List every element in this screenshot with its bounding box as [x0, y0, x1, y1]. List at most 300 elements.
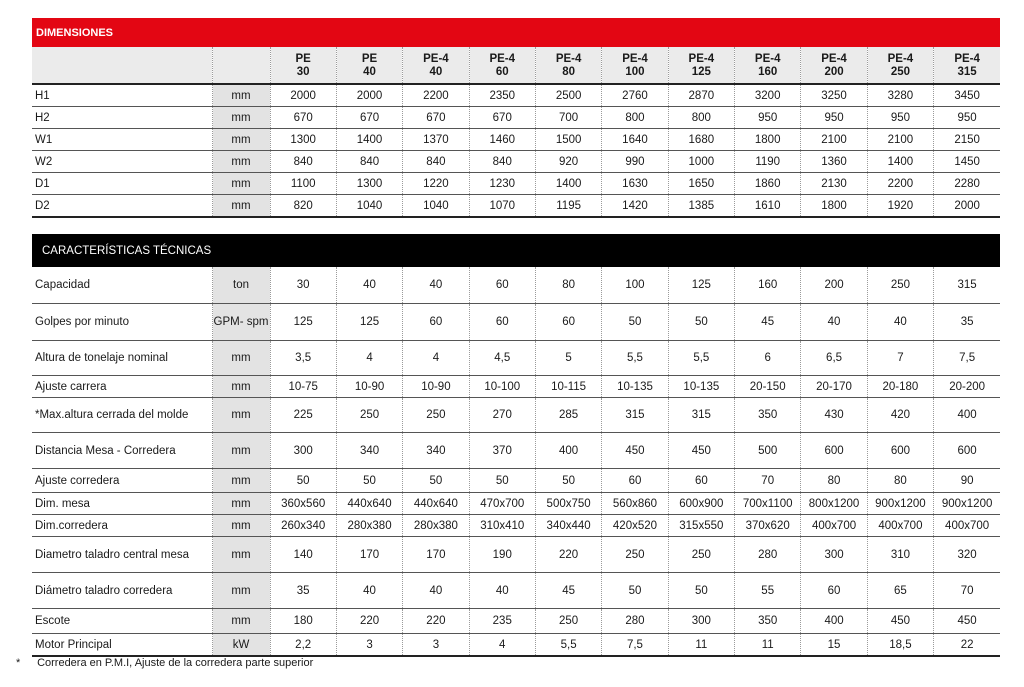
spec-value-cell: 80: [535, 267, 601, 304]
spec-value-cell: 300: [668, 609, 734, 634]
model-header-cell: [668, 47, 734, 84]
dimension-value-cell: 1195: [535, 195, 601, 218]
spec-value-cell: 300: [270, 433, 336, 469]
spec-value-cell: 45: [735, 304, 801, 341]
dimension-value-cell: 2200: [867, 173, 933, 195]
spec-value-cell: 320: [934, 537, 1001, 573]
spec-value-cell: 3: [336, 634, 402, 657]
spec-row-unit: mm: [212, 573, 270, 609]
spec-value-cell: 400x700: [867, 515, 933, 537]
spec-row-label: *Max.altura cerrada del molde: [32, 398, 212, 433]
spec-value-cell: 260x340: [270, 515, 336, 537]
spec-value-cell: 3,5: [270, 341, 336, 376]
spec-value-cell: 20-200: [934, 376, 1001, 398]
spec-value-cell: 450: [602, 433, 668, 469]
model-header-unit-cell: [212, 47, 270, 84]
spec-value-cell: 50: [668, 304, 734, 341]
dimension-value-cell: 1400: [535, 173, 601, 195]
model-capacity: 40: [363, 65, 376, 78]
spec-value-cell: 65: [867, 573, 933, 609]
spec-value-cell: 170: [403, 537, 469, 573]
dimensions-table: [32, 18, 1000, 218]
dimension-row: [32, 107, 1000, 129]
spec-value-cell: 4,5: [469, 341, 535, 376]
spec-row-unit: mm: [212, 433, 270, 469]
spec-value-cell: 220: [336, 609, 402, 634]
spec-row-label: Altura de tonelaje nominal: [32, 341, 212, 376]
spec-value-cell: 400: [934, 398, 1001, 433]
spec-value-cell: 5,5: [602, 341, 668, 376]
spec-value-cell: 40: [801, 304, 867, 341]
spec-value-cell: 60: [535, 304, 601, 341]
spec-value-cell: 40: [403, 573, 469, 609]
dimension-value-cell: 2150: [934, 129, 1001, 151]
spec-value-cell: 10-90: [403, 376, 469, 398]
dimension-row-label: W2: [32, 151, 212, 173]
dimension-row: [32, 173, 1000, 195]
footnote-text: Corredera en P.M.I, Ajuste de la corredera parte superior: [37, 657, 314, 669]
spec-row-unit: mm: [212, 398, 270, 433]
spec-value-cell: 250: [336, 398, 402, 433]
dimension-value-cell: 990: [602, 151, 668, 173]
spec-value-cell: 55: [735, 573, 801, 609]
spec-value-cell: 900x1200: [934, 493, 1001, 515]
spec-row-unit: mm: [212, 341, 270, 376]
dimension-row: [32, 84, 1000, 107]
spec-value-cell: 2,2: [270, 634, 336, 657]
spec-value-cell: 6,5: [801, 341, 867, 376]
spec-value-cell: 280x380: [336, 515, 402, 537]
dimension-value-cell: 840: [469, 151, 535, 173]
dimension-value-cell: 1610: [735, 195, 801, 218]
dimension-value-cell: 800: [602, 107, 668, 129]
dimension-value-cell: 1100: [270, 173, 336, 195]
dimension-value-cell: 840: [336, 151, 402, 173]
model-series: PE-4: [489, 52, 516, 65]
spec-value-cell: 60: [801, 573, 867, 609]
spec-value-cell: 35: [270, 573, 336, 609]
model-header-cell: [270, 47, 336, 84]
dimension-row-label: H2: [32, 107, 212, 129]
spec-value-cell: 6: [735, 341, 801, 376]
dimension-value-cell: 950: [801, 107, 867, 129]
spec-value-cell: 270: [469, 398, 535, 433]
spec-value-cell: 340: [403, 433, 469, 469]
spec-value-cell: 40: [336, 573, 402, 609]
spec-value-cell: 50: [469, 469, 535, 493]
dimension-row-unit: mm: [212, 151, 270, 173]
spec-row: [32, 341, 1000, 376]
dimension-value-cell: 1800: [735, 129, 801, 151]
dimension-value-cell: 1220: [403, 173, 469, 195]
dimension-row-unit: mm: [212, 107, 270, 129]
dimension-value-cell: 1400: [336, 129, 402, 151]
spec-value-cell: 430: [801, 398, 867, 433]
spec-row-label: Motor Principal: [32, 634, 212, 657]
dimension-value-cell: 2130: [801, 173, 867, 195]
model-capacity: 160: [758, 65, 778, 78]
dimension-value-cell: 1040: [403, 195, 469, 218]
spec-row-label: Golpes por minuto: [32, 304, 212, 341]
model-header-cell: [602, 47, 668, 84]
model-capacity: 125: [691, 65, 711, 78]
model-header-cell: [403, 47, 469, 84]
spec-value-cell: 600x900: [668, 493, 734, 515]
spec-row: [32, 634, 1000, 657]
model-series: PE-4: [821, 52, 847, 65]
spec-value-cell: 60: [469, 304, 535, 341]
dimension-value-cell: 1230: [469, 173, 535, 195]
model-capacity: 30: [296, 65, 310, 78]
spec-value-cell: 60: [469, 267, 535, 304]
spec-value-cell: 250: [403, 398, 469, 433]
dimension-value-cell: 2000: [270, 84, 336, 107]
spec-value-cell: 235: [469, 609, 535, 634]
spec-value-cell: 70: [934, 573, 1001, 609]
dimension-row: [32, 195, 1000, 218]
spec-value-cell: 370: [469, 433, 535, 469]
spec-row-label: Dim.corredera: [32, 515, 212, 537]
spec-row-label: Dim. mesa: [32, 493, 212, 515]
spec-value-cell: 340: [336, 433, 402, 469]
model-capacity: 250: [890, 65, 910, 78]
spec-value-cell: 7,5: [602, 634, 668, 657]
dimension-value-cell: 1860: [735, 173, 801, 195]
spec-value-cell: 800x1200: [801, 493, 867, 515]
model-header-cell: [469, 47, 535, 84]
spec-value-cell: 60: [602, 469, 668, 493]
dimension-value-cell: 1420: [602, 195, 668, 218]
dimension-value-cell: 3280: [867, 84, 933, 107]
spec-value-cell: 280: [735, 537, 801, 573]
spec-value-cell: 20-180: [867, 376, 933, 398]
model-series: PE-4: [555, 52, 582, 65]
footnote-marker: *: [16, 657, 21, 669]
dimension-value-cell: 1920: [867, 195, 933, 218]
spec-value-cell: 280x380: [403, 515, 469, 537]
spec-row: [32, 267, 1000, 304]
spec-value-cell: 450: [668, 433, 734, 469]
model-header-cell: [336, 47, 402, 84]
spec-value-cell: 18,5: [867, 634, 933, 657]
spec-row: [32, 537, 1000, 573]
dimension-value-cell: 2350: [469, 84, 535, 107]
spec-value-cell: 170: [336, 537, 402, 573]
dimension-value-cell: 840: [270, 151, 336, 173]
spec-value-cell: 15: [801, 634, 867, 657]
spec-value-cell: 350: [735, 398, 801, 433]
spec-row: [32, 573, 1000, 609]
spec-value-cell: 10-135: [668, 376, 734, 398]
dimension-row-label: D1: [32, 173, 212, 195]
spec-row-unit: mm: [212, 537, 270, 573]
spec-value-cell: 600: [867, 433, 933, 469]
spec-value-cell: 20-150: [735, 376, 801, 398]
spec-row: [32, 376, 1000, 398]
spec-row-label: Distancia Mesa - Corredera: [32, 433, 212, 469]
spec-row-unit: mm: [212, 493, 270, 515]
spec-value-cell: 10-75: [270, 376, 336, 398]
dimension-value-cell: 800: [668, 107, 734, 129]
spec-value-cell: 10-135: [602, 376, 668, 398]
dimension-row: [32, 129, 1000, 151]
spec-value-cell: 220: [535, 537, 601, 573]
technical-header-bar: [32, 234, 1000, 267]
spec-value-cell: 180: [270, 609, 336, 634]
dimension-value-cell: 1460: [469, 129, 535, 151]
dimension-value-cell: 1360: [801, 151, 867, 173]
dimension-row: [32, 151, 1000, 173]
spec-value-cell: 5,5: [668, 341, 734, 376]
spec-value-cell: 11: [668, 634, 734, 657]
spec-value-cell: 50: [403, 469, 469, 493]
dimension-row-label: D2: [32, 195, 212, 218]
spec-row: [32, 398, 1000, 433]
spec-value-cell: 60: [668, 469, 734, 493]
spec-value-cell: 400: [801, 609, 867, 634]
dimension-value-cell: 920: [535, 151, 601, 173]
model-header-cell: [735, 47, 801, 84]
spec-row-unit: GPM- spm: [212, 304, 270, 341]
spec-value-cell: 470x700: [469, 493, 535, 515]
dimension-value-cell: 1300: [270, 129, 336, 151]
spec-row-label: Ajuste corredera: [32, 469, 212, 493]
spec-value-cell: 7,5: [934, 341, 1001, 376]
spec-value-cell: 350: [735, 609, 801, 634]
spec-value-cell: 370x620: [735, 515, 801, 537]
spec-value-cell: 450: [867, 609, 933, 634]
dimensions-header-bar: [32, 18, 1000, 47]
dimension-value-cell: 1650: [668, 173, 734, 195]
spec-value-cell: 125: [270, 304, 336, 341]
spec-value-cell: 22: [934, 634, 1001, 657]
spec-value-cell: 420: [867, 398, 933, 433]
dimension-value-cell: 3450: [934, 84, 1001, 107]
spec-value-cell: 250: [867, 267, 933, 304]
spec-value-cell: 10-90: [336, 376, 402, 398]
spec-value-cell: 80: [867, 469, 933, 493]
model-series: PE: [361, 52, 378, 65]
model-series: PE-4: [423, 52, 449, 65]
model-capacity: 100: [625, 65, 645, 78]
spec-value-cell: 40: [336, 267, 402, 304]
spec-value-cell: 400x700: [934, 515, 1001, 537]
spec-value-cell: 400x700: [801, 515, 867, 537]
spec-value-cell: 700x1100: [735, 493, 801, 515]
spec-value-cell: 100: [602, 267, 668, 304]
spec-value-cell: 310: [867, 537, 933, 573]
dimension-value-cell: 2760: [602, 84, 668, 107]
dimension-value-cell: 1190: [735, 151, 801, 173]
spec-value-cell: 300: [801, 537, 867, 573]
spec-value-cell: 35: [934, 304, 1001, 341]
model-header-cell: [801, 47, 867, 84]
spec-value-cell: 50: [668, 573, 734, 609]
spec-value-cell: 440x640: [403, 493, 469, 515]
spec-value-cell: 600: [934, 433, 1001, 469]
dimension-value-cell: 1630: [602, 173, 668, 195]
spec-row-label: Diametro taladro central mesa: [32, 537, 212, 573]
model-series: PE: [295, 52, 311, 65]
dimension-value-cell: 1000: [668, 151, 734, 173]
spec-value-cell: 315: [934, 267, 1001, 304]
dimension-value-cell: 840: [403, 151, 469, 173]
spec-value-cell: 225: [270, 398, 336, 433]
technical-title: CARACTERÍSTICAS TÉCNICAS: [32, 234, 1000, 267]
spec-value-cell: 420x520: [602, 515, 668, 537]
model-capacity: 40: [429, 65, 443, 78]
dimension-value-cell: 670: [469, 107, 535, 129]
dimension-value-cell: 1800: [801, 195, 867, 218]
spec-value-cell: 11: [735, 634, 801, 657]
footnote: [16, 657, 313, 669]
dimension-value-cell: 2100: [801, 129, 867, 151]
model-capacity: 315: [957, 65, 977, 78]
spec-value-cell: 40: [867, 304, 933, 341]
dimension-value-cell: 950: [934, 107, 1001, 129]
dimension-value-cell: 950: [867, 107, 933, 129]
model-capacity: 80: [562, 65, 576, 78]
model-series: PE-4: [622, 52, 648, 65]
spec-row-label: Escote: [32, 609, 212, 634]
dimension-value-cell: 670: [270, 107, 336, 129]
spec-row-unit: mm: [212, 515, 270, 537]
dimension-value-cell: 1370: [403, 129, 469, 151]
model-capacity: 200: [824, 65, 844, 78]
spec-row-label: Ajuste carrera: [32, 376, 212, 398]
dimension-value-cell: 1040: [336, 195, 402, 218]
dimension-value-cell: 1500: [535, 129, 601, 151]
spec-value-cell: 7: [867, 341, 933, 376]
spec-row: [32, 304, 1000, 341]
dimension-value-cell: 1300: [336, 173, 402, 195]
dimension-value-cell: 670: [403, 107, 469, 129]
spec-value-cell: 340x440: [535, 515, 601, 537]
spec-row-unit: ton: [212, 267, 270, 304]
spec-value-cell: 440x640: [336, 493, 402, 515]
spec-value-cell: 250: [535, 609, 601, 634]
spec-value-cell: 315: [602, 398, 668, 433]
dimension-value-cell: 2200: [403, 84, 469, 107]
dimension-value-cell: 1400: [867, 151, 933, 173]
dimension-value-cell: 1680: [668, 129, 734, 151]
dimension-value-cell: 1450: [934, 151, 1001, 173]
spec-value-cell: 3: [403, 634, 469, 657]
spec-value-cell: 400: [535, 433, 601, 469]
technical-table: [32, 234, 1000, 657]
spec-value-cell: 200: [801, 267, 867, 304]
spec-value-cell: 50: [602, 573, 668, 609]
spec-row-unit: mm: [212, 376, 270, 398]
dimension-value-cell: 950: [735, 107, 801, 129]
dimension-value-cell: 700: [535, 107, 601, 129]
dimension-row-label: H1: [32, 84, 212, 107]
model-header-cell: [934, 47, 1001, 84]
spec-value-cell: 80: [801, 469, 867, 493]
spec-row-label: Diámetro taladro corredera: [32, 573, 212, 609]
spec-value-cell: 360x560: [270, 493, 336, 515]
dimension-value-cell: 820: [270, 195, 336, 218]
spec-value-cell: 90: [934, 469, 1001, 493]
spec-value-cell: 140: [270, 537, 336, 573]
spec-value-cell: 250: [602, 537, 668, 573]
spec-value-cell: 310x410: [469, 515, 535, 537]
spec-value-cell: 315: [668, 398, 734, 433]
spec-value-cell: 600: [801, 433, 867, 469]
dimension-value-cell: 3200: [735, 84, 801, 107]
spec-row: [32, 493, 1000, 515]
spec-value-cell: 160: [735, 267, 801, 304]
spec-value-cell: 50: [602, 304, 668, 341]
model-series: PE-4: [887, 52, 914, 65]
spec-value-cell: 285: [535, 398, 601, 433]
spec-value-cell: 40: [469, 573, 535, 609]
dimension-value-cell: 670: [336, 107, 402, 129]
spec-row: [32, 433, 1000, 469]
model-header-cell: [535, 47, 601, 84]
spec-value-cell: 50: [270, 469, 336, 493]
dimension-value-cell: 2000: [934, 195, 1001, 218]
spec-value-cell: 250: [668, 537, 734, 573]
dimension-value-cell: 2280: [934, 173, 1001, 195]
spec-row: [32, 609, 1000, 634]
spec-value-cell: 4: [403, 341, 469, 376]
spec-row-unit: kW: [212, 634, 270, 657]
dimension-value-cell: 1385: [668, 195, 734, 218]
model-capacity: 60: [495, 65, 509, 78]
spec-value-cell: 280: [602, 609, 668, 634]
model-series: PE-4: [954, 52, 980, 65]
spec-row-label: Capacidad: [32, 267, 212, 304]
spec-value-cell: 50: [336, 469, 402, 493]
dimension-value-cell: 2100: [867, 129, 933, 151]
dimension-value-cell: 3250: [801, 84, 867, 107]
spec-value-cell: 50: [535, 469, 601, 493]
spec-value-cell: 190: [469, 537, 535, 573]
spec-value-cell: 20-170: [801, 376, 867, 398]
dimension-value-cell: 2000: [336, 84, 402, 107]
spec-row-unit: mm: [212, 609, 270, 634]
dimension-value-cell: 1070: [469, 195, 535, 218]
spec-value-cell: 500: [735, 433, 801, 469]
spec-value-cell: 560x860: [602, 493, 668, 515]
dimension-row-unit: mm: [212, 129, 270, 151]
spec-value-cell: 450: [934, 609, 1001, 634]
spec-value-cell: 500x750: [535, 493, 601, 515]
dimension-row-unit: mm: [212, 84, 270, 107]
model-header-row: [32, 47, 1000, 84]
spec-value-cell: 900x1200: [867, 493, 933, 515]
spec-value-cell: 315x550: [668, 515, 734, 537]
spec-value-cell: 125: [336, 304, 402, 341]
spec-value-cell: 5,5: [535, 634, 601, 657]
spec-value-cell: 10-100: [469, 376, 535, 398]
spec-value-cell: 60: [403, 304, 469, 341]
spec-row: [32, 469, 1000, 493]
spec-value-cell: 4: [336, 341, 402, 376]
spec-row: [32, 515, 1000, 537]
spec-value-cell: 10-115: [535, 376, 601, 398]
dimension-value-cell: 1640: [602, 129, 668, 151]
model-header-label-cell: [32, 47, 212, 84]
spec-value-cell: 4: [469, 634, 535, 657]
dimension-row-label: W1: [32, 129, 212, 151]
spec-value-cell: 30: [270, 267, 336, 304]
model-series: PE-4: [754, 52, 781, 65]
spec-value-cell: 125: [668, 267, 734, 304]
model-series: PE-4: [688, 52, 715, 65]
spec-value-cell: 40: [403, 267, 469, 304]
